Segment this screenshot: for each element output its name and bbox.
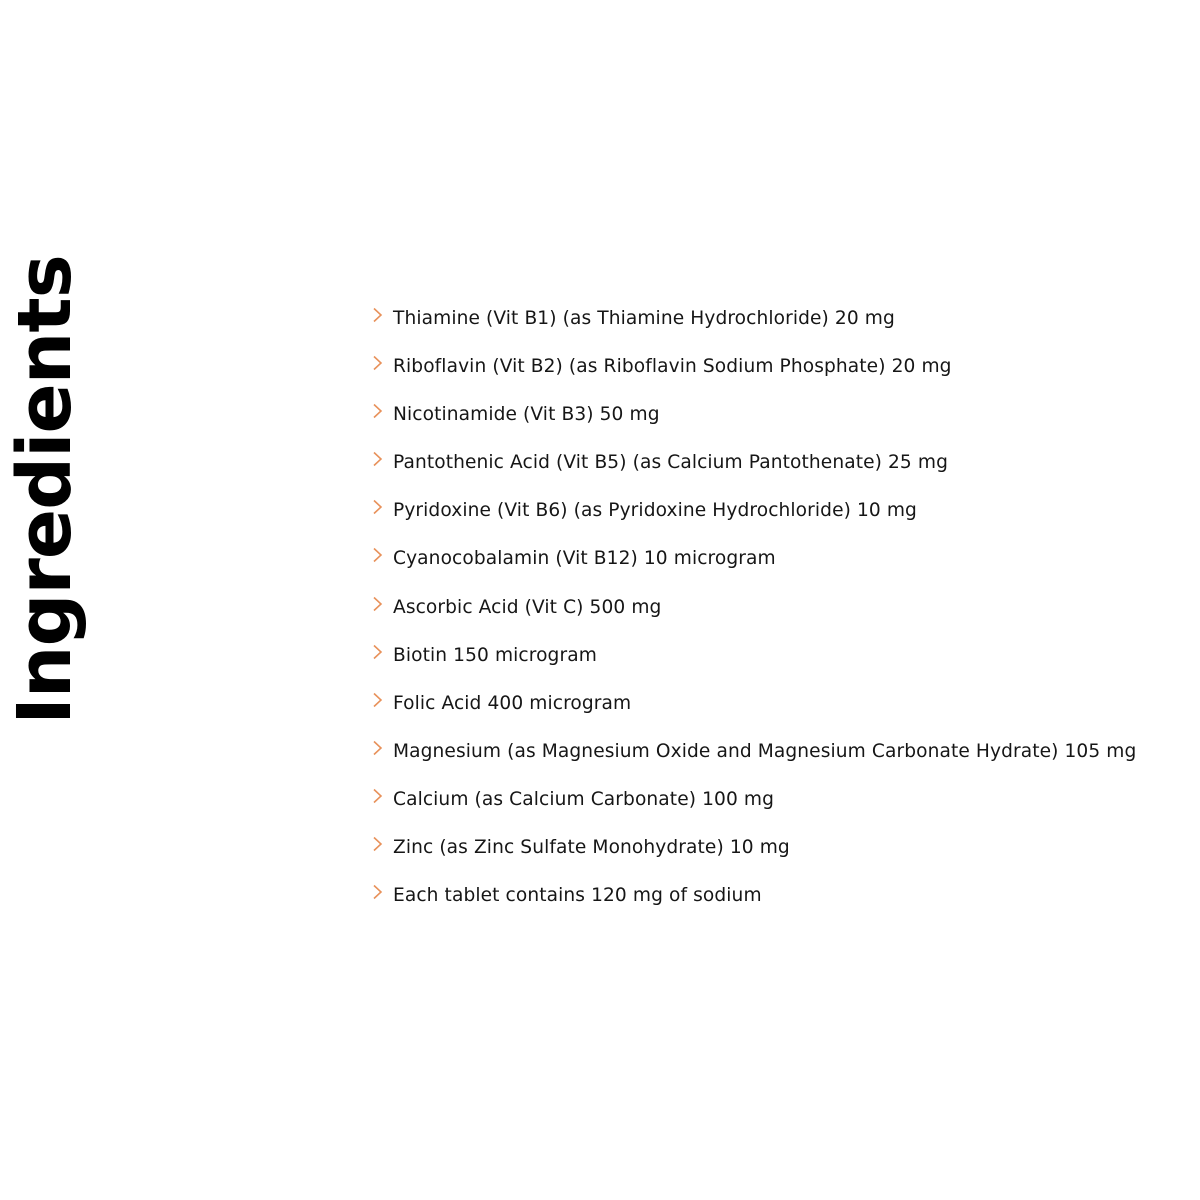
title-container <box>0 255 90 725</box>
ingredient-text: Pyridoxine (Vit B6) (as Pyridoxine Hydrochloride) 10 mg <box>393 500 917 522</box>
chevron-right-icon <box>370 544 393 574</box>
list-item <box>370 352 1190 400</box>
list-item <box>370 304 1190 352</box>
ingredient-text: Magnesium (as Magnesium Oxide and Magnesium Carbonate Hydrate) 105 mg <box>393 740 1137 762</box>
ingredient-text: Thiamine (Vit B1) (as Thiamine Hydrochloride) 20 mg <box>393 308 895 329</box>
list-item <box>370 593 1190 641</box>
chevron-right-icon <box>370 304 393 334</box>
chevron-right-icon <box>370 785 393 815</box>
ingredient-text: Ascorbic Acid (Vit C) 500 mg <box>393 596 662 618</box>
ingredient-text: Riboflavin (Vit B2) (as Riboflavin Sodium Phosphate) 20 mg <box>393 356 952 378</box>
chevron-right-icon <box>370 689 393 719</box>
list-item <box>370 400 1190 448</box>
chevron-right-icon <box>370 400 393 430</box>
chevron-right-icon <box>370 737 393 767</box>
chevron-right-icon <box>370 593 393 623</box>
list-item <box>370 689 1190 737</box>
ingredient-text: Zinc (as Zinc Sulfate Monohydrate) 10 mg <box>393 837 790 859</box>
page-title: Ingredients <box>2 255 88 725</box>
list-item <box>370 833 1190 881</box>
ingredient-text: Biotin 150 microgram <box>393 644 597 666</box>
list-item <box>370 737 1190 785</box>
ingredient-text: Nicotinamide (Vit B3) 50 mg <box>393 404 660 426</box>
ingredient-text: Folic Acid 400 microgram <box>393 692 632 714</box>
list-item <box>370 641 1190 689</box>
chevron-right-icon <box>370 881 393 911</box>
chevron-right-icon <box>370 833 393 863</box>
list-item <box>370 448 1190 496</box>
chevron-right-icon <box>370 448 393 478</box>
ingredient-text: Cyanocobalamin (Vit B12) 10 microgram <box>393 548 776 570</box>
ingredients-list <box>370 304 1190 929</box>
list-item <box>370 785 1190 833</box>
ingredient-text: Calcium (as Calcium Carbonate) 100 mg <box>393 788 775 810</box>
ingredient-text: Each tablet contains 120 mg of sodium <box>393 885 762 907</box>
chevron-right-icon <box>370 352 393 382</box>
chevron-right-icon <box>370 496 393 526</box>
list-item <box>370 544 1190 592</box>
list-item <box>370 496 1190 544</box>
ingredient-text: Pantothenic Acid (Vit B5) (as Calcium Pantothenate) 25 mg <box>393 452 948 474</box>
list-item <box>370 881 1190 929</box>
chevron-right-icon <box>370 641 393 671</box>
